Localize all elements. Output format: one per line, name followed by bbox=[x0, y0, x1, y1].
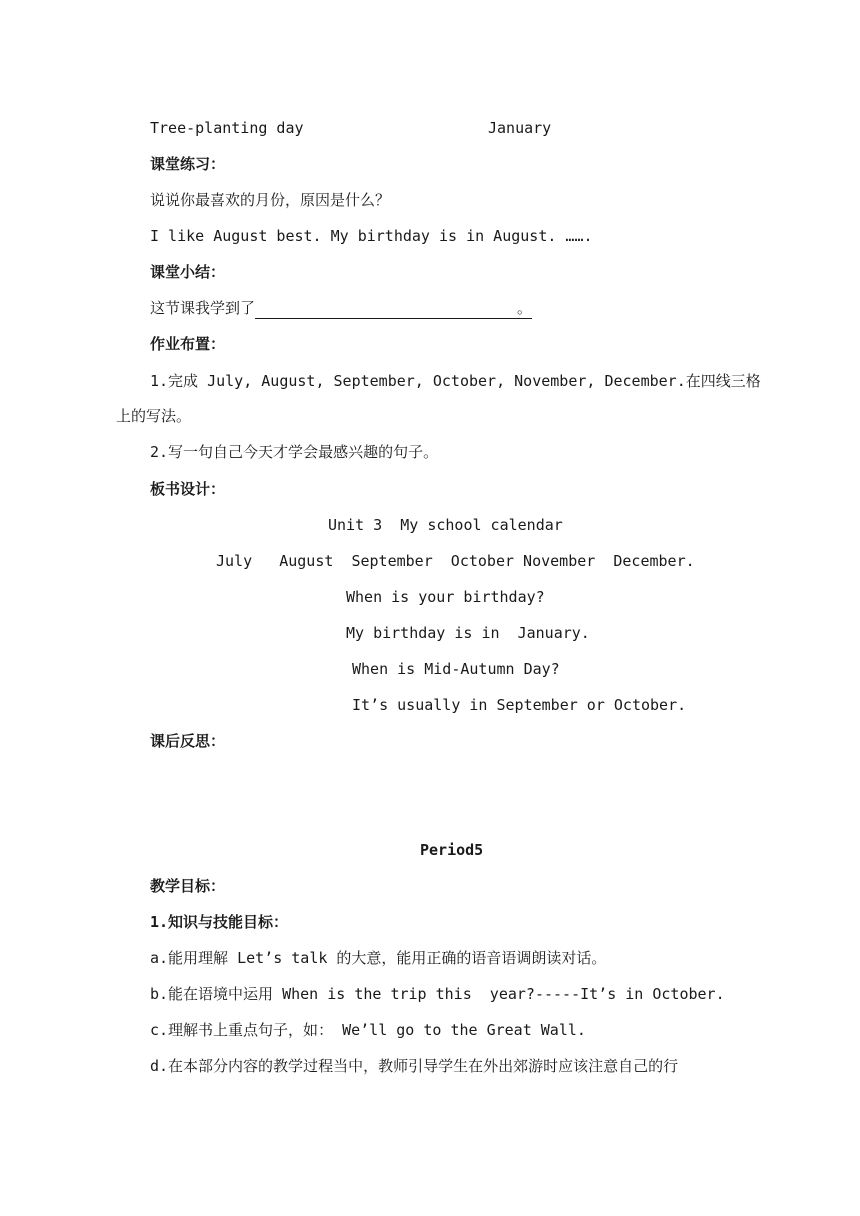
goal-b: b.能在语境中运用 When is the trip this year?-----It’s in October. bbox=[150, 985, 725, 1003]
practice-example: I like August best. My birthday is in August. ……. bbox=[150, 227, 593, 245]
board-heading: 板书设计： bbox=[150, 480, 226, 498]
goals-heading: 教学目标： bbox=[150, 877, 226, 895]
board-months: July August September October November December. bbox=[216, 552, 695, 570]
goal-a: a.能用理解 Let’s talk 的大意，能用正确的语音语调朗读对话。 bbox=[150, 949, 607, 967]
goal-c: c.理解书上重点句子，如： We’ll go to the Great Wall. bbox=[150, 1021, 586, 1039]
period-title: Period5 bbox=[420, 841, 484, 859]
summary-prompt: 这节课我学到了 bbox=[150, 299, 256, 317]
practice-question: 说说你最喜欢的月份，原因是什么？ bbox=[150, 191, 391, 209]
summary-end-mark: 。 bbox=[517, 299, 533, 317]
board-question-2: When is Mid-Autumn Day? bbox=[352, 660, 560, 678]
homework-item-2: 2.写一句自己今天才学会最感兴趣的句子。 bbox=[150, 443, 439, 461]
board-title: Unit 3 My school calendar bbox=[328, 516, 563, 534]
board-answer-1: My birthday is in January. bbox=[346, 624, 590, 642]
holiday-month: January bbox=[488, 119, 552, 137]
board-question-1: When is your birthday? bbox=[346, 588, 545, 606]
reflection-heading: 课后反思： bbox=[150, 732, 226, 750]
holiday-name: Tree-planting day bbox=[150, 119, 304, 137]
homework-item-1-line-1: 1.完成 July, August, September, October, November, December.在四线三格 bbox=[150, 372, 761, 390]
homework-heading: 作业布置： bbox=[150, 335, 226, 353]
practice-heading: 课堂练习： bbox=[150, 155, 226, 173]
board-answer-2: It’s usually in September or October. bbox=[352, 696, 687, 714]
goal-1-heading: 1.知识与技能目标： bbox=[150, 913, 289, 931]
summary-heading: 课堂小结： bbox=[150, 263, 226, 281]
fill-in-blank bbox=[255, 302, 517, 319]
homework-item-1-line-2: 上的写法。 bbox=[116, 407, 192, 425]
goal-d: d.在本部分内容的教学过程当中，教师引导学生在外出郊游时应该注意自己的行 bbox=[150, 1057, 679, 1075]
summary-line bbox=[150, 298, 532, 319]
